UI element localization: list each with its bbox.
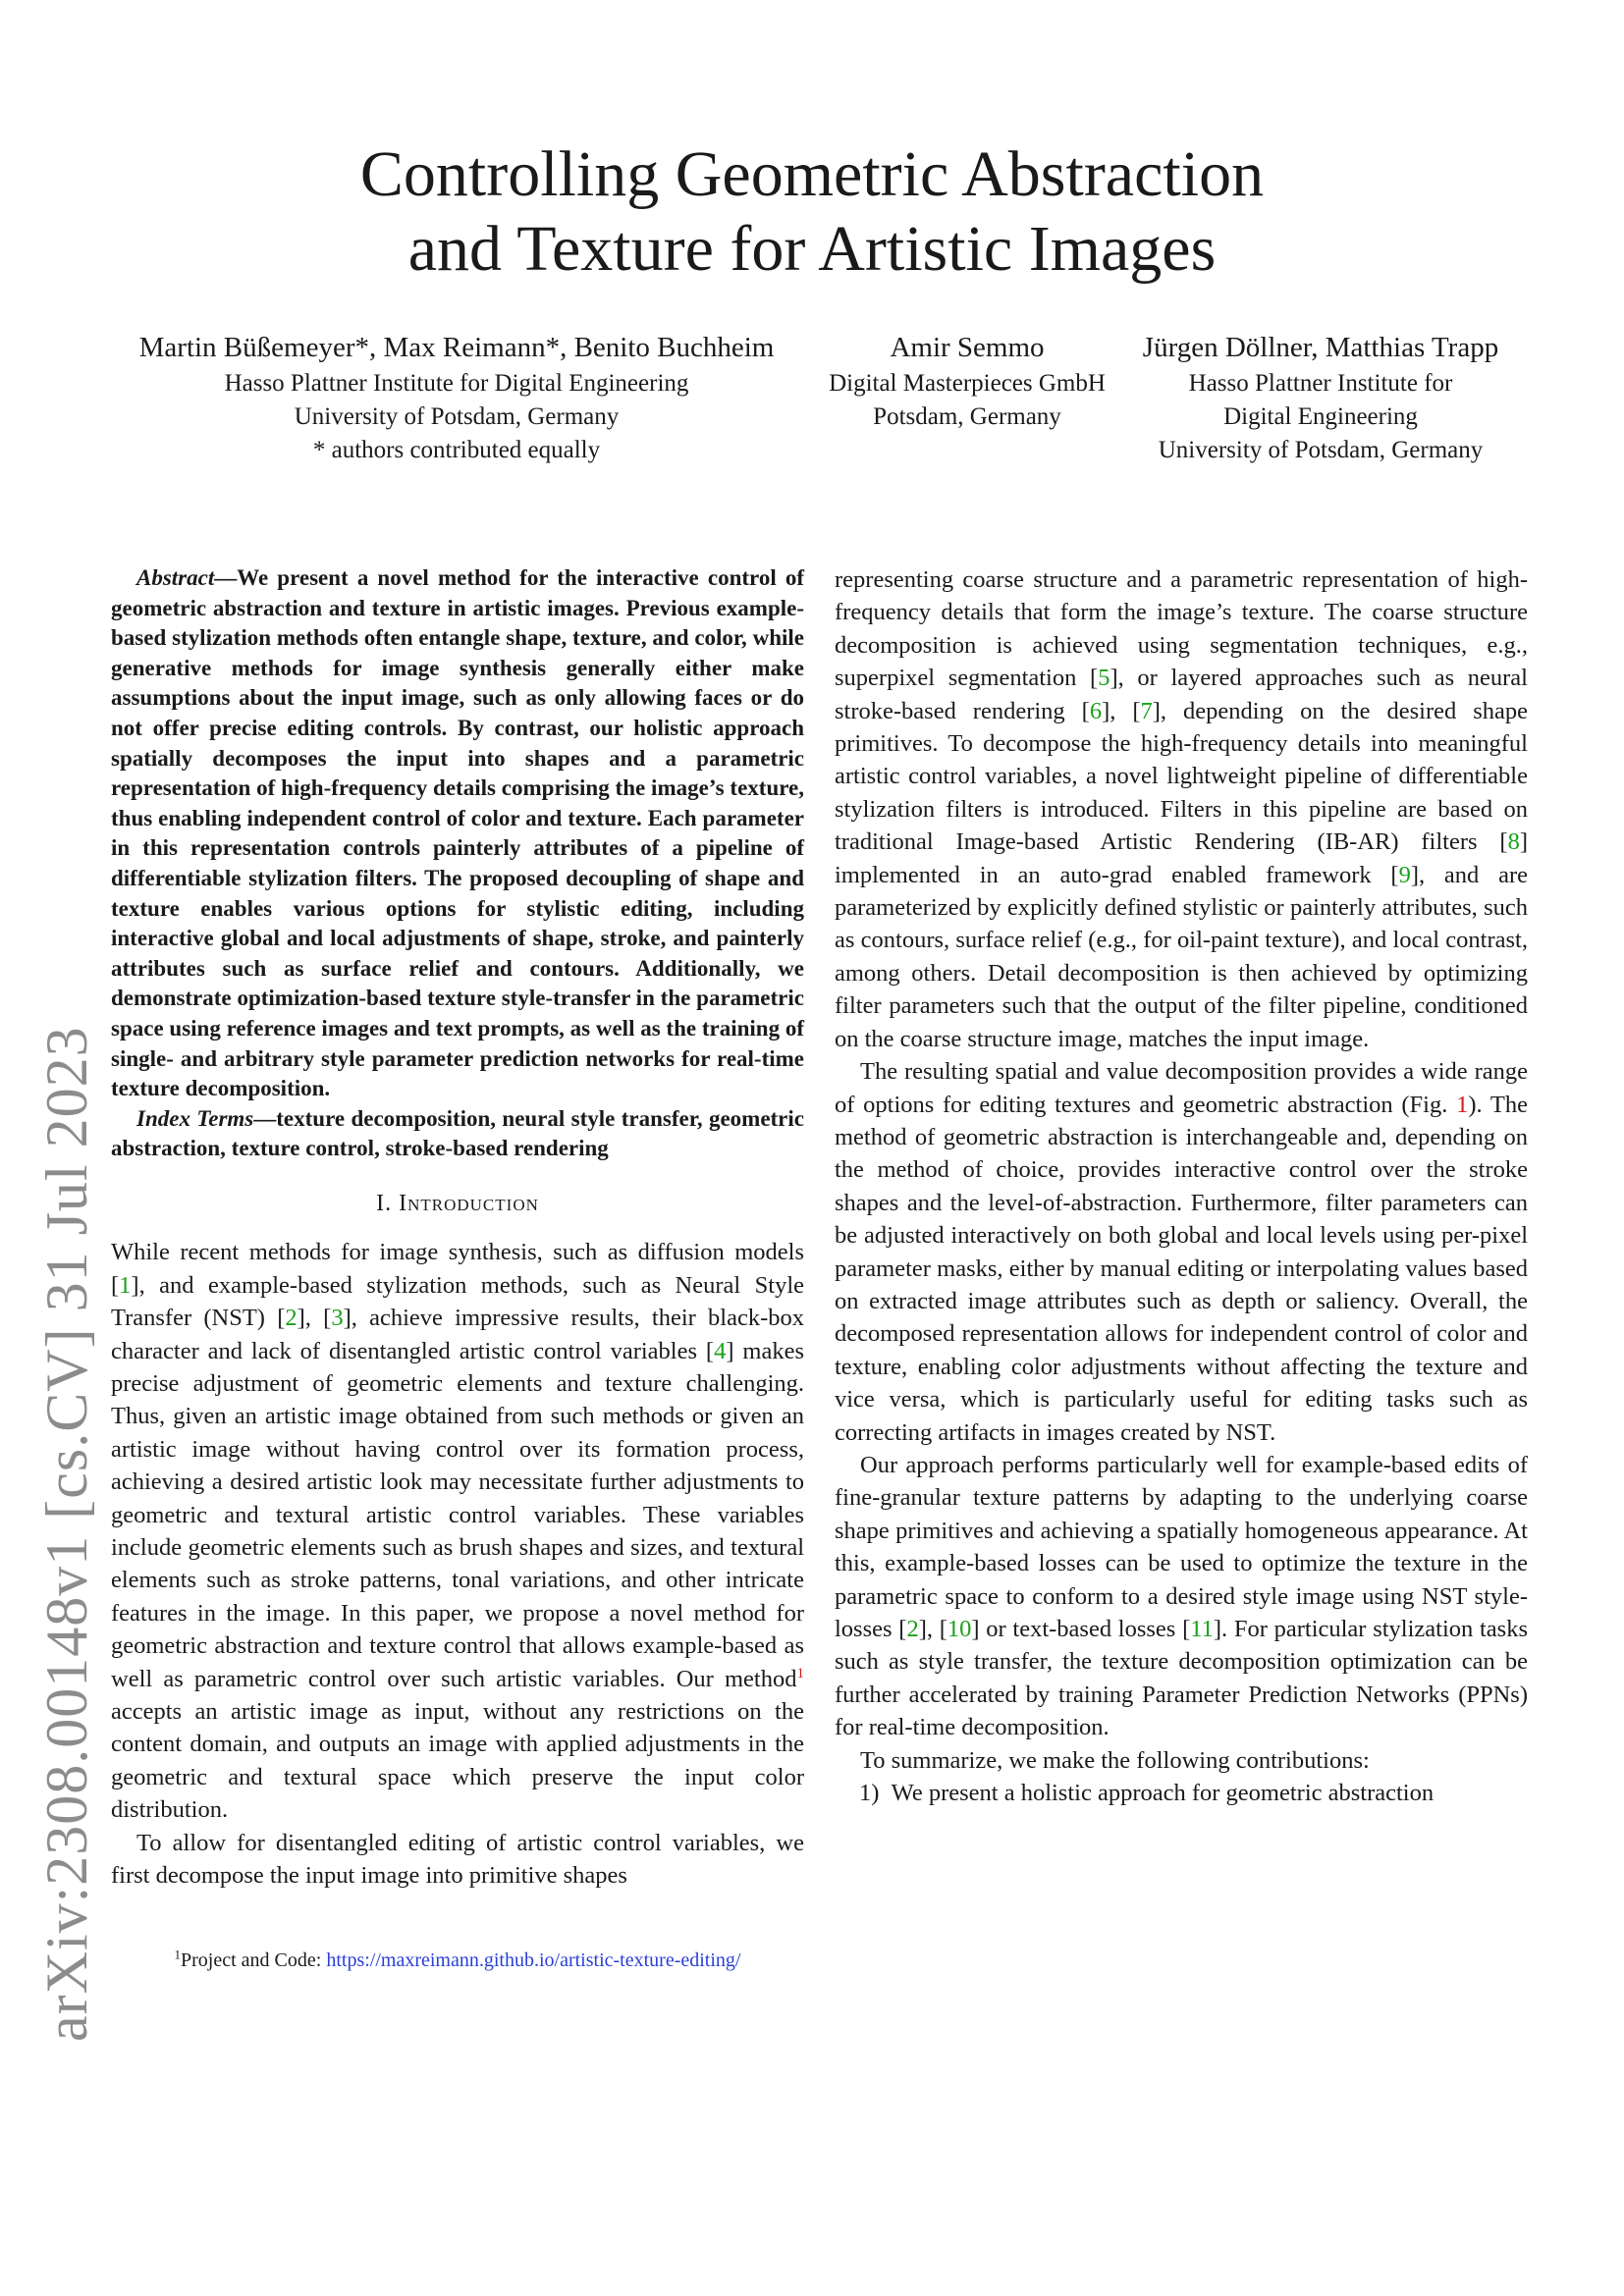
author-affiliation: Digital Masterpieces GmbH bbox=[829, 370, 1106, 397]
author-affiliation: Hasso Plattner Institute for Digital Engineering bbox=[224, 370, 689, 397]
author-affiliation: University of Potsdam, Germany bbox=[294, 403, 620, 430]
section-title: Introduction bbox=[399, 1190, 539, 1216]
author-affiliation: University of Potsdam, Germany bbox=[1158, 437, 1484, 463]
title-line-1: Controlling Geometric Abstraction bbox=[359, 138, 1265, 210]
intro-paragraph-1: While recent methods for image synthesis, such as diffusion models [1], and example-based stylization methods, such as Neural Style Transfer (NST) [2], [3], achieve impressive results, their black-box character and lack of disentangled artistic control variables [4] makes precise adjustment of geometric elements and texture challenging. Thus, given an artistic image obtained from such methods or given an artistic image without having control over its formation process, achieving a desired artistic look may necessitate further adjustments to geometric and textural artistic control variables. These variables include geometric elements such as brush shapes and sizes, and textural elements such as stroke patterns, tonal variations, and other intricate features in the image. In this paper, we propose a novel method for geometric abstraction and texture control that allows example-based as well as parametric control over such artistic variables. Our method$^1$ accepts an artistic image as input, without any restrictions on the content domain, and outputs an image with applied adjustments in the geometric and textural space which preserve the input color distribution. bbox=[111, 1239, 805, 1824]
abstract-text: —We present a novel method for the interactive control of geometric abstraction and texture in artistic images. Previous example-based stylization methods often entangle shape, texture, and color, while generative methods for image synthesis generally either make assumptions about the input image, such as only allowing faces or do not offer precise editing controls. By contrast, our holistic approach spatially decomposes the input into shapes and a parametric representation of high-frequency details comprising the image’s texture, thus enabling independent control of color and texture. Each parameter in this representation controls painterly attributes of a pipeline of differentiable stylization filters. The proposed decoupling of shape and texture enables various options for stylistic editing, including interactive global and local adjustments of shape, stroke, and painterly attributes such as surface relief and contours. Additionally, we demonstrate optimization-based texture style-transfer in the parametric space using reference images and text prompts, as well as the training of single- and arbitrary style parameter prediction networks for real-time texture decomposition. bbox=[111, 565, 804, 1101]
citation-link[interactable]: 11 bbox=[1190, 1616, 1214, 1642]
citation-link[interactable]: 3 bbox=[331, 1305, 344, 1332]
footnote-marker[interactable]: 1 bbox=[796, 1665, 804, 1682]
right-column bbox=[835, 563, 1528, 1809]
author-affiliation: Hasso Plattner Institute for bbox=[1188, 370, 1453, 397]
author-affiliation: Potsdam, Germany bbox=[873, 403, 1061, 430]
author-names: Martin Büßemeyer*, Max Reimann*, Benito Buchheim bbox=[138, 332, 775, 363]
citation-link[interactable]: 4 bbox=[714, 1337, 727, 1364]
figure-link[interactable]: 1 bbox=[1456, 1091, 1469, 1118]
author-group-hpi-2 bbox=[1124, 328, 1517, 467]
footnote-label: Project and Code: bbox=[181, 1949, 327, 1971]
arxiv-side-stamp: arXiv:2308.00148v1 [cs.CV] 31 Jul 2023 bbox=[34, 1026, 99, 2042]
right-paragraph-3: Our approach performs particularly well for example-based edits of fine-granular texture patterns by adapting to the underlying coarse shape primitives and achieving a spatially homogeneous appearance. At this, example-based losses can be used to optimize the texture in the parametric space to conform to a desired style image using NST style-losses [2], [10] or text-based losses [11]. For particular stylization tasks such as style transfer, the texture decomposition optimization can be further accelerated by training Parameter Prediction Networks (PPNs) for real-time decomposition. bbox=[835, 1451, 1528, 1741]
footnote-mark: 1 bbox=[174, 1947, 182, 1962]
paper-title bbox=[0, 137, 1624, 287]
right-paragraph-2: The resulting spatial and value decomposition provides a wide range of options for editing textures and geometric abstraction (Fig. 1). The method of geometric abstraction is interchangeable and, depending on the method of choice, provides interactive control over the stroke shapes and the level-of-abstraction. Furthermore, filter parameters can be adjusted interactively on both global and local levels using per-pixel parameter masks, either by manual editing or interpolating values based on extracted image attributes such as depth or saliency. Overall, the decomposed representation allows for independent control of color and texture, enabling color adjustments without affecting the texture and vice versa, which is particularly useful for editing tasks such as correcting artifacts in images created by NST. bbox=[835, 1058, 1528, 1446]
citation-link[interactable]: 2 bbox=[906, 1616, 919, 1642]
right-paragraph-4: To summarize, we make the following contributions: bbox=[860, 1746, 1370, 1774]
abstract bbox=[111, 563, 804, 1104]
author-group-hpi bbox=[113, 328, 800, 467]
contribution-list-item: 1) We present a holistic approach for geometric abstraction bbox=[859, 1780, 1435, 1807]
index-terms bbox=[111, 1104, 804, 1164]
citation-link[interactable]: 7 bbox=[1140, 697, 1153, 724]
section-number: I. bbox=[376, 1190, 393, 1216]
author-names: Jürgen Döllner, Matthias Trapp bbox=[1142, 332, 1499, 363]
index-terms-text: —texture decomposition, neural style transfer, geometric abstraction, texture control, stroke-based rendering bbox=[111, 1105, 804, 1161]
index-terms-label: Index Terms bbox=[136, 1105, 254, 1131]
left-column bbox=[111, 563, 804, 1892]
citation-link[interactable]: 9 bbox=[1398, 861, 1411, 888]
author-group-dm bbox=[805, 328, 1129, 434]
citation-link[interactable]: 5 bbox=[1098, 665, 1110, 692]
intro-paragraph-2: To allow for disentangled editing of artistic control variables, we first decompose the input image into primitive shapes bbox=[111, 1829, 804, 1889]
right-paragraph-1: representing coarse structure and a parametric representation of high-frequency details that form the image’s texture. The coarse structure decomposition is achieved using segmentation techniques, e.g., superpixel segmentation [5], or layered approaches such as neural stroke-based rendering [6], [7], depending on the desired shape primitives. To decompose the high-frequency details into meaningful artistic control variables, a novel lightweight pipeline of differentiable stylization filters is introduced. Filters in this pipeline are based on traditional Image-based Artistic Rendering (IB-AR) filters [8] implemented in an auto-grad enabled framework [9], and are parameterized by explicitly defined stylistic or painterly attributes, such as contours, surface relief (e.g., for oil-paint texture), and local contrast, among others. Detail decomposition is then achieved by optimizing filter parameters such that the output of the filter pipeline, conditioned on the coarse structure image, matches the input image. bbox=[835, 566, 1528, 1052]
citation-link[interactable]: 6 bbox=[1089, 697, 1103, 724]
citation-link[interactable]: 1 bbox=[119, 1271, 132, 1299]
title-line-2: and Texture for Artistic Images bbox=[407, 213, 1217, 285]
abstract-label: Abstract bbox=[136, 565, 215, 590]
author-names: Amir Semmo bbox=[890, 332, 1045, 363]
section-heading bbox=[111, 1188, 804, 1220]
citation-link[interactable]: 8 bbox=[1507, 828, 1520, 856]
author-note: * authors contributed equally bbox=[312, 437, 601, 463]
author-affiliation: Digital Engineering bbox=[1223, 403, 1418, 430]
citation-link[interactable]: 2 bbox=[285, 1305, 298, 1332]
footnote bbox=[111, 1948, 804, 1973]
citation-link[interactable]: 10 bbox=[947, 1616, 972, 1642]
project-url-link[interactable]: https://maxreimann.github.io/artistic-texture-editing/ bbox=[326, 1949, 741, 1971]
